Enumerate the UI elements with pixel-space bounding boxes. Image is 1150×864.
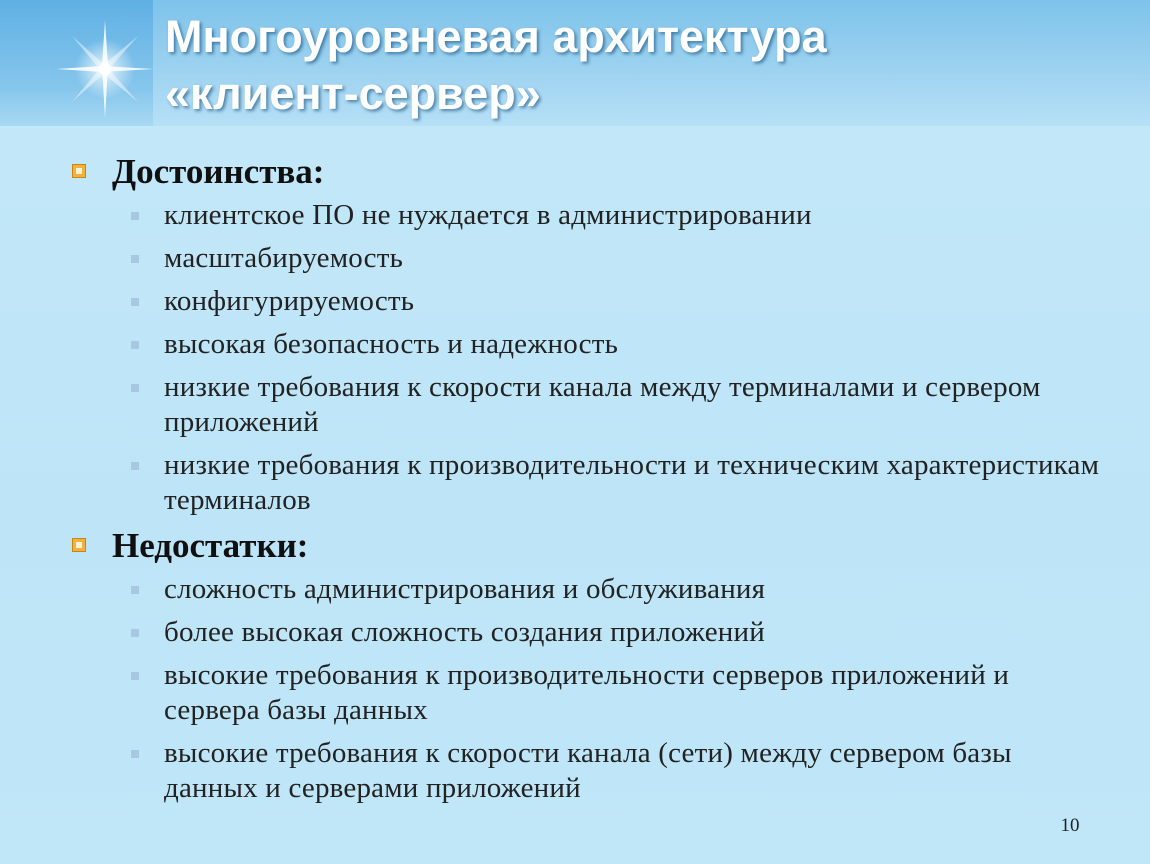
- small-square-bullet-icon: [131, 212, 139, 220]
- small-square-bullet-icon: [131, 629, 139, 637]
- list-item: [72, 658, 1112, 728]
- small-square-bullet-icon: [131, 750, 139, 758]
- sparkle-icon: [50, 14, 160, 124]
- small-square-bullet-icon: [131, 384, 139, 392]
- small-square-bullet-icon: [131, 586, 139, 594]
- small-square-bullet-icon: [131, 341, 139, 349]
- list-item-text: высокие требования к производительности серверов приложений и сервера базы данных: [164, 659, 1010, 726]
- list-item-text: масштабируемость: [164, 242, 404, 274]
- list-item: [72, 284, 1112, 319]
- list-item-text: низкие требования к производительности и техническим характеристикам терминалов: [164, 449, 1100, 516]
- list-item-text: низкие требования к скорости канала между терминалами и сервером приложений: [164, 371, 1041, 438]
- title-line-2: «клиент-сервер»: [165, 68, 541, 119]
- small-square-bullet-icon: [131, 255, 139, 263]
- list-item: [72, 241, 1112, 276]
- advantages-section: [72, 150, 1112, 518]
- advantages-heading-row: [72, 150, 1112, 194]
- list-item: [72, 736, 1112, 806]
- list-item: [72, 327, 1112, 362]
- square-bullet-icon: [72, 164, 86, 178]
- small-square-bullet-icon: [131, 462, 139, 470]
- list-item-text: конфигурируемость: [164, 285, 415, 317]
- page-number: 10: [1060, 815, 1080, 836]
- list-item: [72, 198, 1112, 233]
- list-item: [72, 572, 1112, 607]
- square-bullet-icon: [72, 538, 86, 552]
- disadvantages-section: [72, 524, 1112, 806]
- list-item: [72, 370, 1112, 440]
- list-item-text: клиентское ПО не нуждается в администрировании: [164, 199, 812, 231]
- advantages-list: [72, 198, 1112, 518]
- title-line-1: Многоуровневая архитектура: [165, 11, 827, 62]
- disadvantages-list: [72, 572, 1112, 806]
- advantages-heading: Достоинства:: [112, 152, 325, 191]
- small-square-bullet-icon: [131, 672, 139, 680]
- list-item: [72, 615, 1112, 650]
- disadvantages-heading-row: [72, 524, 1112, 568]
- small-square-bullet-icon: [131, 298, 139, 306]
- slide-content: [72, 150, 1112, 806]
- slide-title: [165, 8, 1125, 122]
- disadvantages-heading: Недостатки:: [112, 526, 309, 565]
- list-item-text: высокая безопасность и надежность: [164, 328, 619, 360]
- list-item-text: сложность администрирования и обслуживания: [164, 573, 766, 605]
- list-item: [72, 448, 1112, 518]
- list-item-text: более высокая сложность создания приложений: [164, 616, 765, 648]
- list-item-text: высокие требования к скорости канала (сети) между сервером базы данных и серверами приложений: [164, 737, 1012, 804]
